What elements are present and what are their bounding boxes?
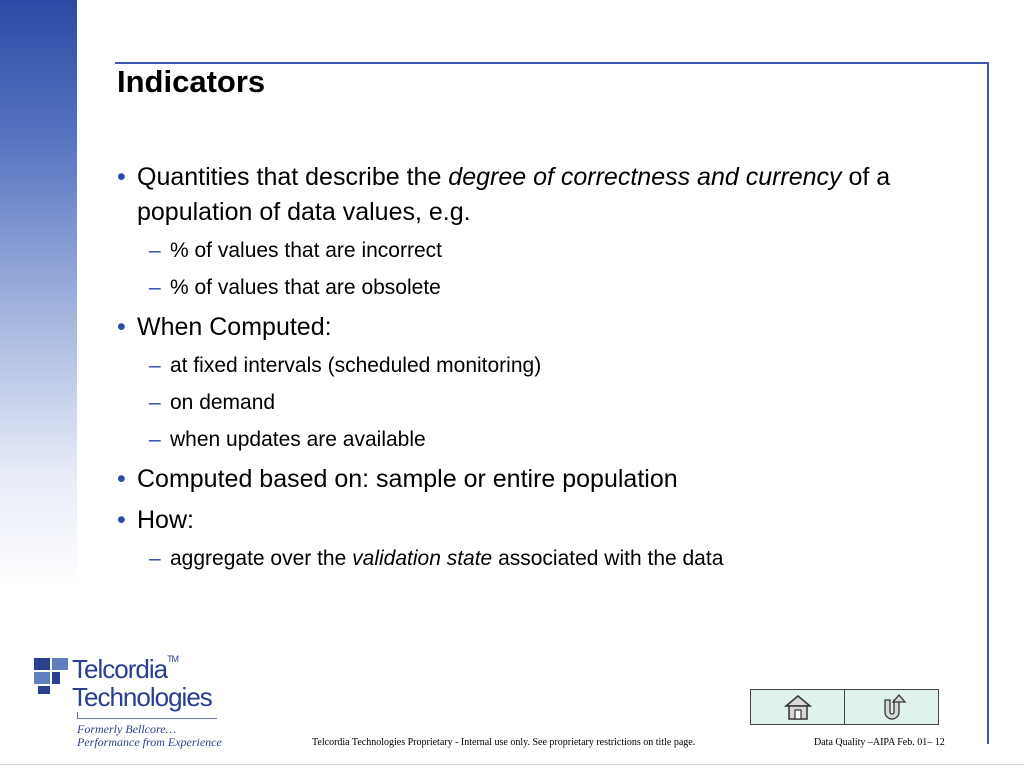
text-run: at fixed intervals (scheduled monitoring) — [170, 354, 542, 377]
footer-proprietary: Telcordia Technologies Proprietary - Internal use only. See proprietary restrictions on title page. — [312, 737, 696, 748]
logo-divider — [77, 718, 217, 719]
logo-tagline-1: Formerly Bellcore… — [77, 722, 177, 736]
logo-line-2: Technologies — [72, 682, 212, 712]
logo-tagline-2: Performance from Experience — [77, 735, 222, 749]
home-button[interactable] — [750, 689, 845, 725]
text-run: on demand — [170, 391, 276, 414]
sub-bullet-item — [117, 425, 957, 455]
bullet-item — [117, 310, 957, 345]
sub-bullet-item — [117, 236, 957, 266]
bullet-marker: • — [117, 465, 126, 493]
bullet-marker: • — [117, 506, 126, 534]
slide-nav — [750, 689, 939, 725]
slide-title: Indicators — [117, 64, 266, 99]
bullet-item — [117, 462, 957, 497]
slide-body — [117, 160, 957, 581]
bullet-item — [117, 160, 957, 230]
sub-bullet-item — [117, 544, 957, 574]
sub-bullet-marker: – — [149, 547, 161, 570]
text-run: Quantities that describe the — [137, 163, 449, 191]
text-run: Computed based on: sample or entire population — [137, 465, 678, 493]
emphasis-text: degree of correctness and currency — [448, 163, 842, 191]
return-button[interactable] — [845, 689, 939, 725]
sub-bullet-item — [117, 273, 957, 303]
text-run: % of values that are incorrect — [170, 239, 442, 262]
text-run: How: — [137, 506, 194, 534]
telcordia-mark-icon — [32, 656, 70, 696]
sub-bullet-marker: – — [149, 391, 161, 414]
sub-bullet-marker: – — [149, 276, 161, 299]
bottom-rule — [0, 764, 1024, 765]
text-run: % of values that are obsolete — [170, 276, 441, 299]
side-gradient-bar — [0, 0, 77, 590]
home-icon — [783, 692, 813, 722]
footer-page-ref: Data Quality –AIPA Feb. 01– 12 — [814, 737, 945, 748]
sub-bullet-marker: – — [149, 428, 161, 451]
text-run: when updates are available — [170, 428, 426, 451]
bullet-item — [117, 503, 957, 538]
sub-bullet-item — [117, 351, 957, 381]
logo-line-1 — [72, 654, 178, 685]
text-run: of a population of data values, e.g. — [137, 163, 891, 226]
bullet-marker: • — [117, 163, 126, 191]
telcordia-logo — [32, 654, 232, 750]
logo-tm: TM — [167, 654, 179, 664]
logo-line-1-text: Telcordia — [72, 654, 168, 684]
emphasis-text: validation state — [352, 547, 493, 570]
bullet-marker: • — [117, 313, 126, 341]
text-run: aggregate over the — [170, 547, 353, 570]
sub-bullet-item — [117, 388, 957, 418]
text-run: associated with the data — [492, 547, 724, 570]
text-run: When Computed: — [137, 313, 332, 341]
sub-bullet-marker: – — [149, 354, 161, 377]
sub-bullet-marker: – — [149, 239, 161, 262]
return-icon — [877, 692, 907, 722]
frame-right-rule — [987, 62, 989, 744]
